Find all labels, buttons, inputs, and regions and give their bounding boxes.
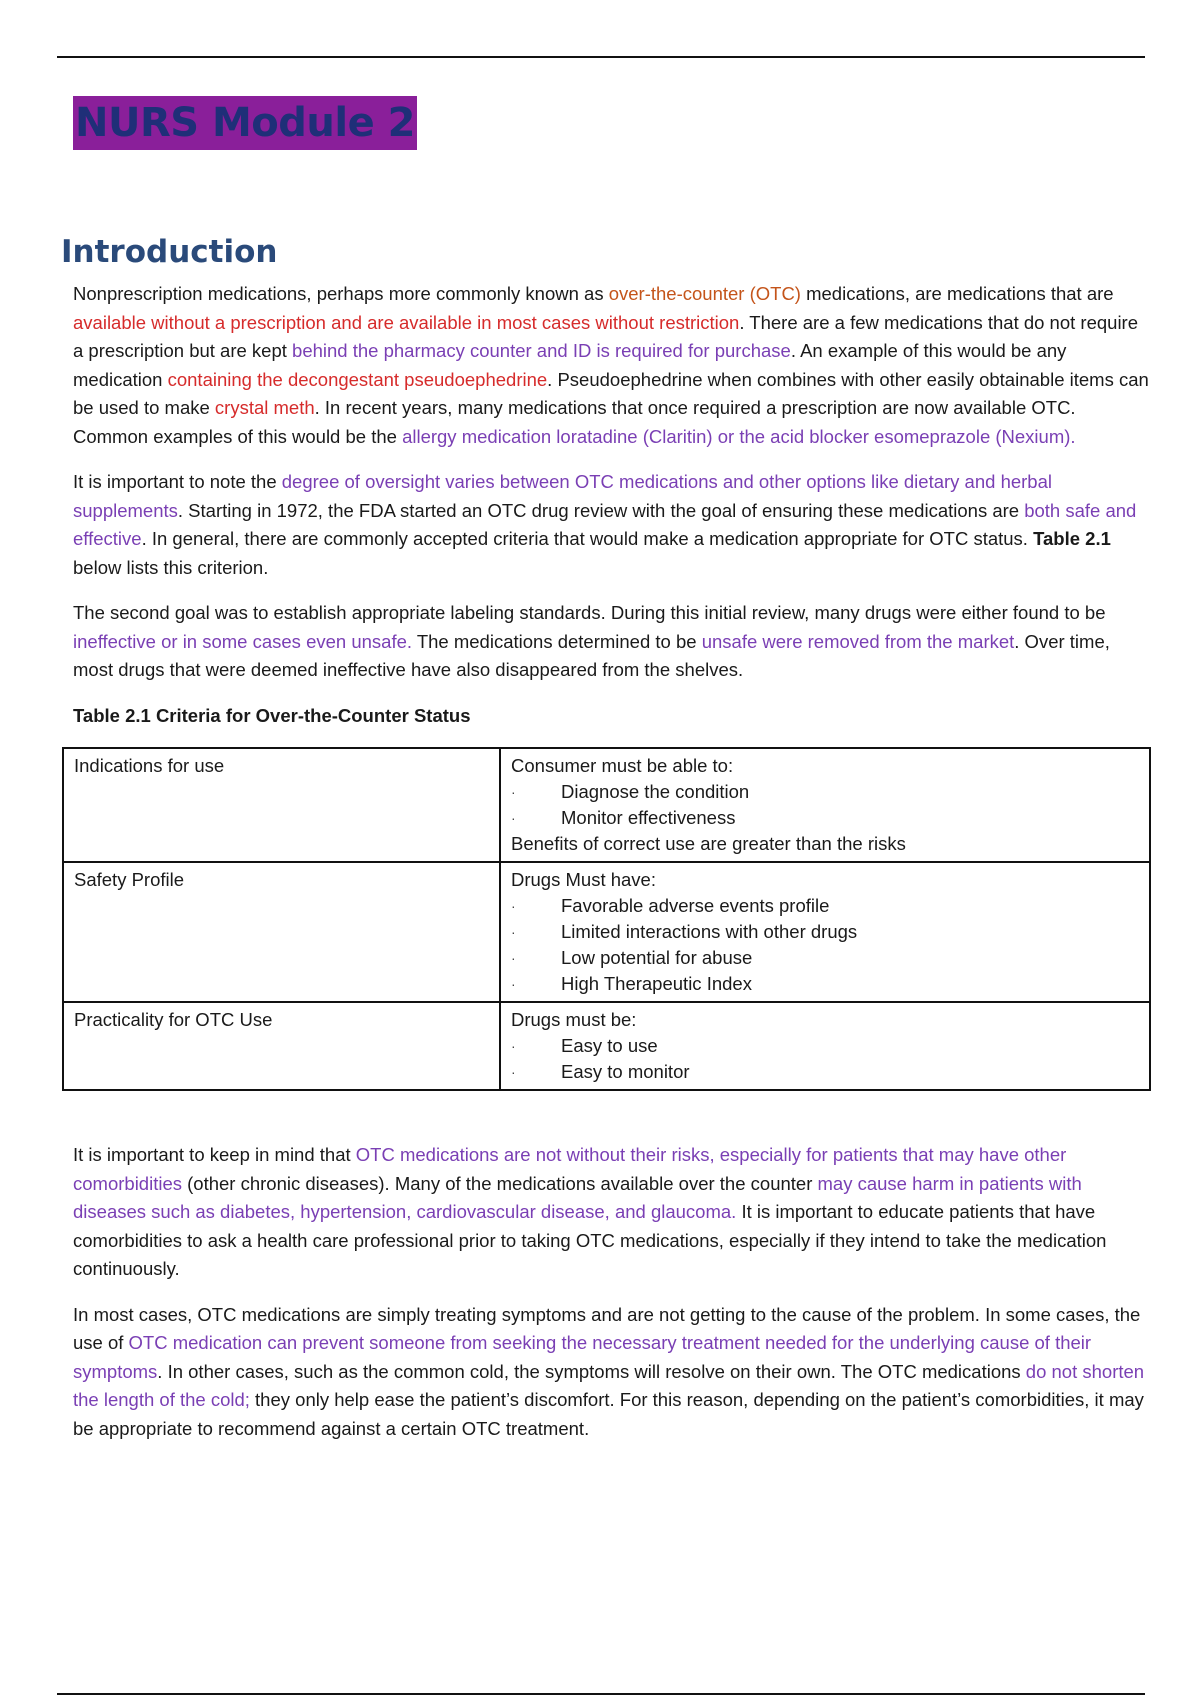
text: . In other cases, such as the common cold, the symptoms will resolve on their own. The OTC medications (157, 1360, 1026, 1382)
list-item: · Low potential for abuse (511, 945, 1139, 971)
table-cell-label: Safety Profile (63, 862, 500, 1002)
text: . In recent years, many medications that once required a prescription are now available OTC. Common examples of this would be the (73, 397, 1076, 447)
paragraph-oversight (73, 468, 1153, 582)
criteria-list (511, 779, 1139, 831)
table-cell-label: Indications for use (63, 748, 500, 862)
table-cell-criteria (500, 862, 1150, 1002)
text: It is important to keep in mind that (73, 1144, 356, 1165)
table-row (63, 1002, 1150, 1090)
highlight-pseudoephedrine: containing the decongestant pseudoephedrine (167, 368, 548, 390)
text: It is important to note the (73, 471, 282, 492)
criteria-list (511, 1033, 1139, 1085)
footer-rule (57, 1693, 1145, 1695)
criteria-table (62, 747, 1151, 1091)
list-item: · Monitor effectiveness (511, 805, 1139, 831)
criteria-outro: Benefits of correct use are greater than the risks (511, 833, 906, 854)
highlight-diseases: may cause harm in patients with diseases such as diabetes, hypertension, cardiovascular disease, and glaucoma. (73, 1172, 1082, 1222)
list-item: · Limited interactions with other drugs (511, 919, 1139, 945)
list-item: · High Therapeutic Index (511, 971, 1139, 997)
document-body (73, 280, 1153, 1460)
list-item: · Diagnose the condition (511, 779, 1139, 805)
highlight-behind-counter: behind the pharmacy counter and ID is required for purchase (292, 340, 791, 361)
table-row (63, 748, 1150, 862)
criteria-intro: Consumer must be able to: (511, 755, 734, 776)
list-item: · Favorable adverse events profile (511, 893, 1139, 919)
section-heading: Introduction (61, 234, 278, 270)
text: In most cases, OTC medications are simply treating symptoms and are not getting to the cause of the problem. In some cases, the use of (73, 1303, 1141, 1353)
text: . In general, there are commonly accepted criteria that would make a medication appropriate for OTC status. (141, 528, 1034, 549)
highlight-prevent-treatment: OTC medication can prevent someone from seeking the necessary treatment needed for the underlying cause of their symptoms (73, 1332, 1092, 1382)
table-caption: Table 2.1 Criteria for Over-the-Counter Status (73, 704, 471, 726)
text: below lists this criterion. (73, 556, 269, 578)
paragraph-symptoms (73, 1301, 1153, 1444)
text: medications, are medications that are (800, 283, 1114, 304)
highlight-otc: over-the-counter (OTC) (608, 283, 801, 304)
criteria-intro: Drugs Must have: (511, 869, 656, 890)
text: It is important to educate patients that have comorbidities to ask a health care professional prior to taking OTC medications, especially if they intend to take the medication continuously. (73, 1201, 1107, 1279)
text: (other chronic diseases). Many of the medications available over the counter (182, 1172, 818, 1194)
module-title: NURS Module 2 (73, 96, 417, 150)
table-cell-label: Practicality for OTC Use (63, 1002, 500, 1090)
table-reference: Table 2.1 (1033, 528, 1111, 549)
text: . Pseudoephedrine when combines with other easily obtainable items can be used to make (73, 368, 1149, 418)
paragraph-otc-definition (73, 280, 1153, 451)
text: . Starting in 1972, the FDA started an OTC drug review with the goal of ensuring these medications are (177, 499, 1025, 521)
highlight-examples: allergy medication loratadine (Claritin) or the acid blocker esomeprazole (Nexium). (402, 425, 1076, 447)
header-rule (57, 56, 1145, 58)
table-row (63, 862, 1150, 1002)
text: Nonprescription medications, perhaps more commonly known as (73, 283, 609, 304)
text: The medications determined to be (412, 630, 702, 652)
text: . An example of this would be any medication (73, 340, 1067, 390)
highlight-risks: OTC medications are not without their risks, especially for patients that may have other comorbidities (73, 1144, 1067, 1194)
highlight-ineffective: ineffective or in some cases even unsafe. (73, 630, 413, 652)
list-item: · Easy to monitor (511, 1059, 1139, 1085)
criteria-intro: Drugs must be: (511, 1009, 637, 1030)
text: . There are a few medications that do not require a prescription but are kept (73, 311, 1139, 361)
text: they only help ease the patient’s discomfort. For this reason, depending on the patient’s comorbidities, it may be appropriate to recommend against a certain OTC treatment. (73, 1389, 1144, 1439)
table-cell-criteria (500, 748, 1150, 862)
highlight-safe-effective: both safe and effective (73, 499, 1137, 549)
highlight-no-prescription: available without a prescription and are available in most cases without restriction (73, 311, 740, 333)
highlight-cold: do not shorten the length of the cold; (73, 1360, 1145, 1410)
table-cell-criteria (500, 1002, 1150, 1090)
list-item: · Easy to use (511, 1033, 1139, 1059)
criteria-list (511, 893, 1139, 997)
text: . Over time, most drugs that were deemed ineffective have also disappeared from the shelves. (73, 630, 1110, 680)
text: The second goal was to establish appropriate labeling standards. During this initial review, many drugs were either found to be (73, 602, 1106, 623)
paragraph-risks (73, 1141, 1153, 1284)
highlight-unsafe-removed: unsafe were removed from the market (701, 630, 1015, 652)
highlight-oversight: degree of oversight varies between OTC medications and other options like dietary and herbal supplements (73, 471, 1052, 521)
paragraph-labeling (73, 599, 1153, 685)
highlight-crystal-meth: crystal meth (214, 397, 315, 418)
